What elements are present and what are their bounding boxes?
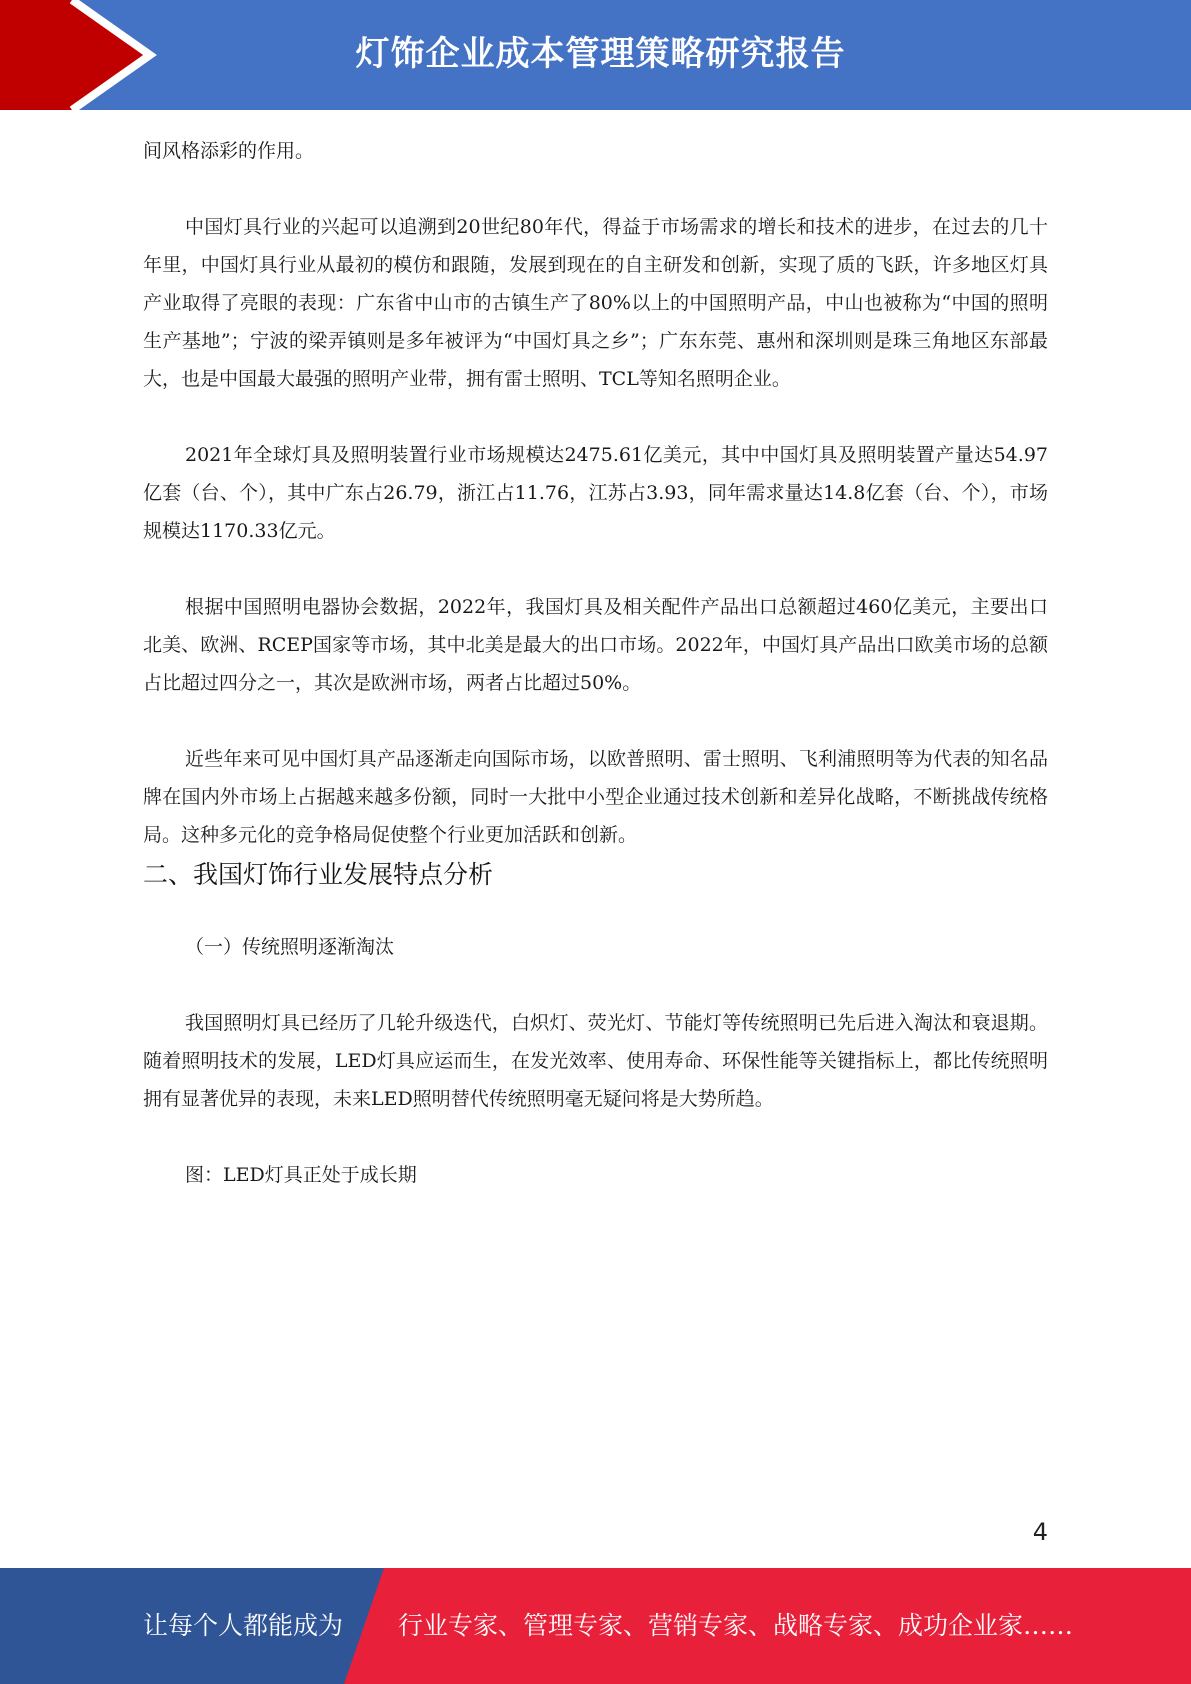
subsection-heading: （一）传统照明逐渐淘汰 [185,936,395,958]
footer-banner [0,1568,1191,1684]
section-heading: 二、我国灯饰行业发展特点分析 [143,860,494,889]
page-number: 4 [1032,1518,1048,1546]
figure-caption: 图：LED灯具正处于成长期 [185,1164,417,1186]
paragraph-industry-history: 中国灯具行业的兴起可以追溯到20世纪80年代，得益于市场需求的增长和技术的进步，在过去的几十年里，中国灯具行业从最初的模仿和跟随，发展到现在的自主研发和创新，实现了质的飞跃，许多地区灯具产业取得了亮眼的表现：广东省中山市的古镇生产了80%以上的中国照明产品，中山也被称为“中国的照明生产基地”；宁波的梁弄镇则是多年被评为“中国灯具之乡”；广东东莞、惠州和深圳则是珠三角地区东部最大，也是中国最大最强的照明产业带，拥有雷士照明、TCL等知名照明企业。 [143,216,1048,390]
header-banner [0,0,1191,110]
paragraph-traditional-lighting: 我国照明灯具已经历了几轮升级迭代，白炽灯、荧光灯、节能灯等传统照明已先后进入淘汰和衰退期。随着照明技术的发展，LED灯具应运而生，在发光效率、使用寿命、环保性能等关键指标上，都比传统照明拥有显著优异的表现，未来LED照明替代传统照明毫无疑问将是大势所趋。 [143,1012,1048,1110]
paragraph-international-market: 近些年来可见中国灯具产品逐渐走向国际市场，以欧普照明、雷士照明、飞利浦照明等为代表的知名品牌在国内外市场上占据越来越多份额，同时一大批中小型企业通过技术创新和差异化战略，不断挑战传统格局。这种多元化的竞争格局促使整个行业更加活跃和创新。 [143,748,1048,846]
continuation-paragraph: 间风格添彩的作用。 [143,140,315,162]
paragraph-market-size: 2021年全球灯具及照明装置行业市场规模达2475.61亿美元，其中中国灯具及照明装置产量达54.97亿套（台、个），其中广东占26.79，浙江占11.76，江苏占3.93，同年需求量达14.8亿套（台、个），市场规模达1170.33亿元。 [143,444,1048,542]
footer-slogan-right: 行业专家、管理专家、营销专家、战略专家、成功企业家…… [398,1611,1074,1640]
footer-slogan-left: 让每个人都能成为 [143,1611,344,1640]
header-title: 灯饰企业成本管理策略研究报告 [355,34,846,74]
document-body [143,132,1048,1194]
paragraph-export-data: 根据中国照明电器协会数据，2022年，我国灯具及相关配件产品出口总额超过460亿美元，主要出口北美、欧洲、RCEP国家等市场，其中北美是最大的出口市场。2022年，中国灯具产品出口欧美市场的总额占比超过四分之一，其次是欧洲市场，两者占比超过50%。 [143,596,1048,694]
